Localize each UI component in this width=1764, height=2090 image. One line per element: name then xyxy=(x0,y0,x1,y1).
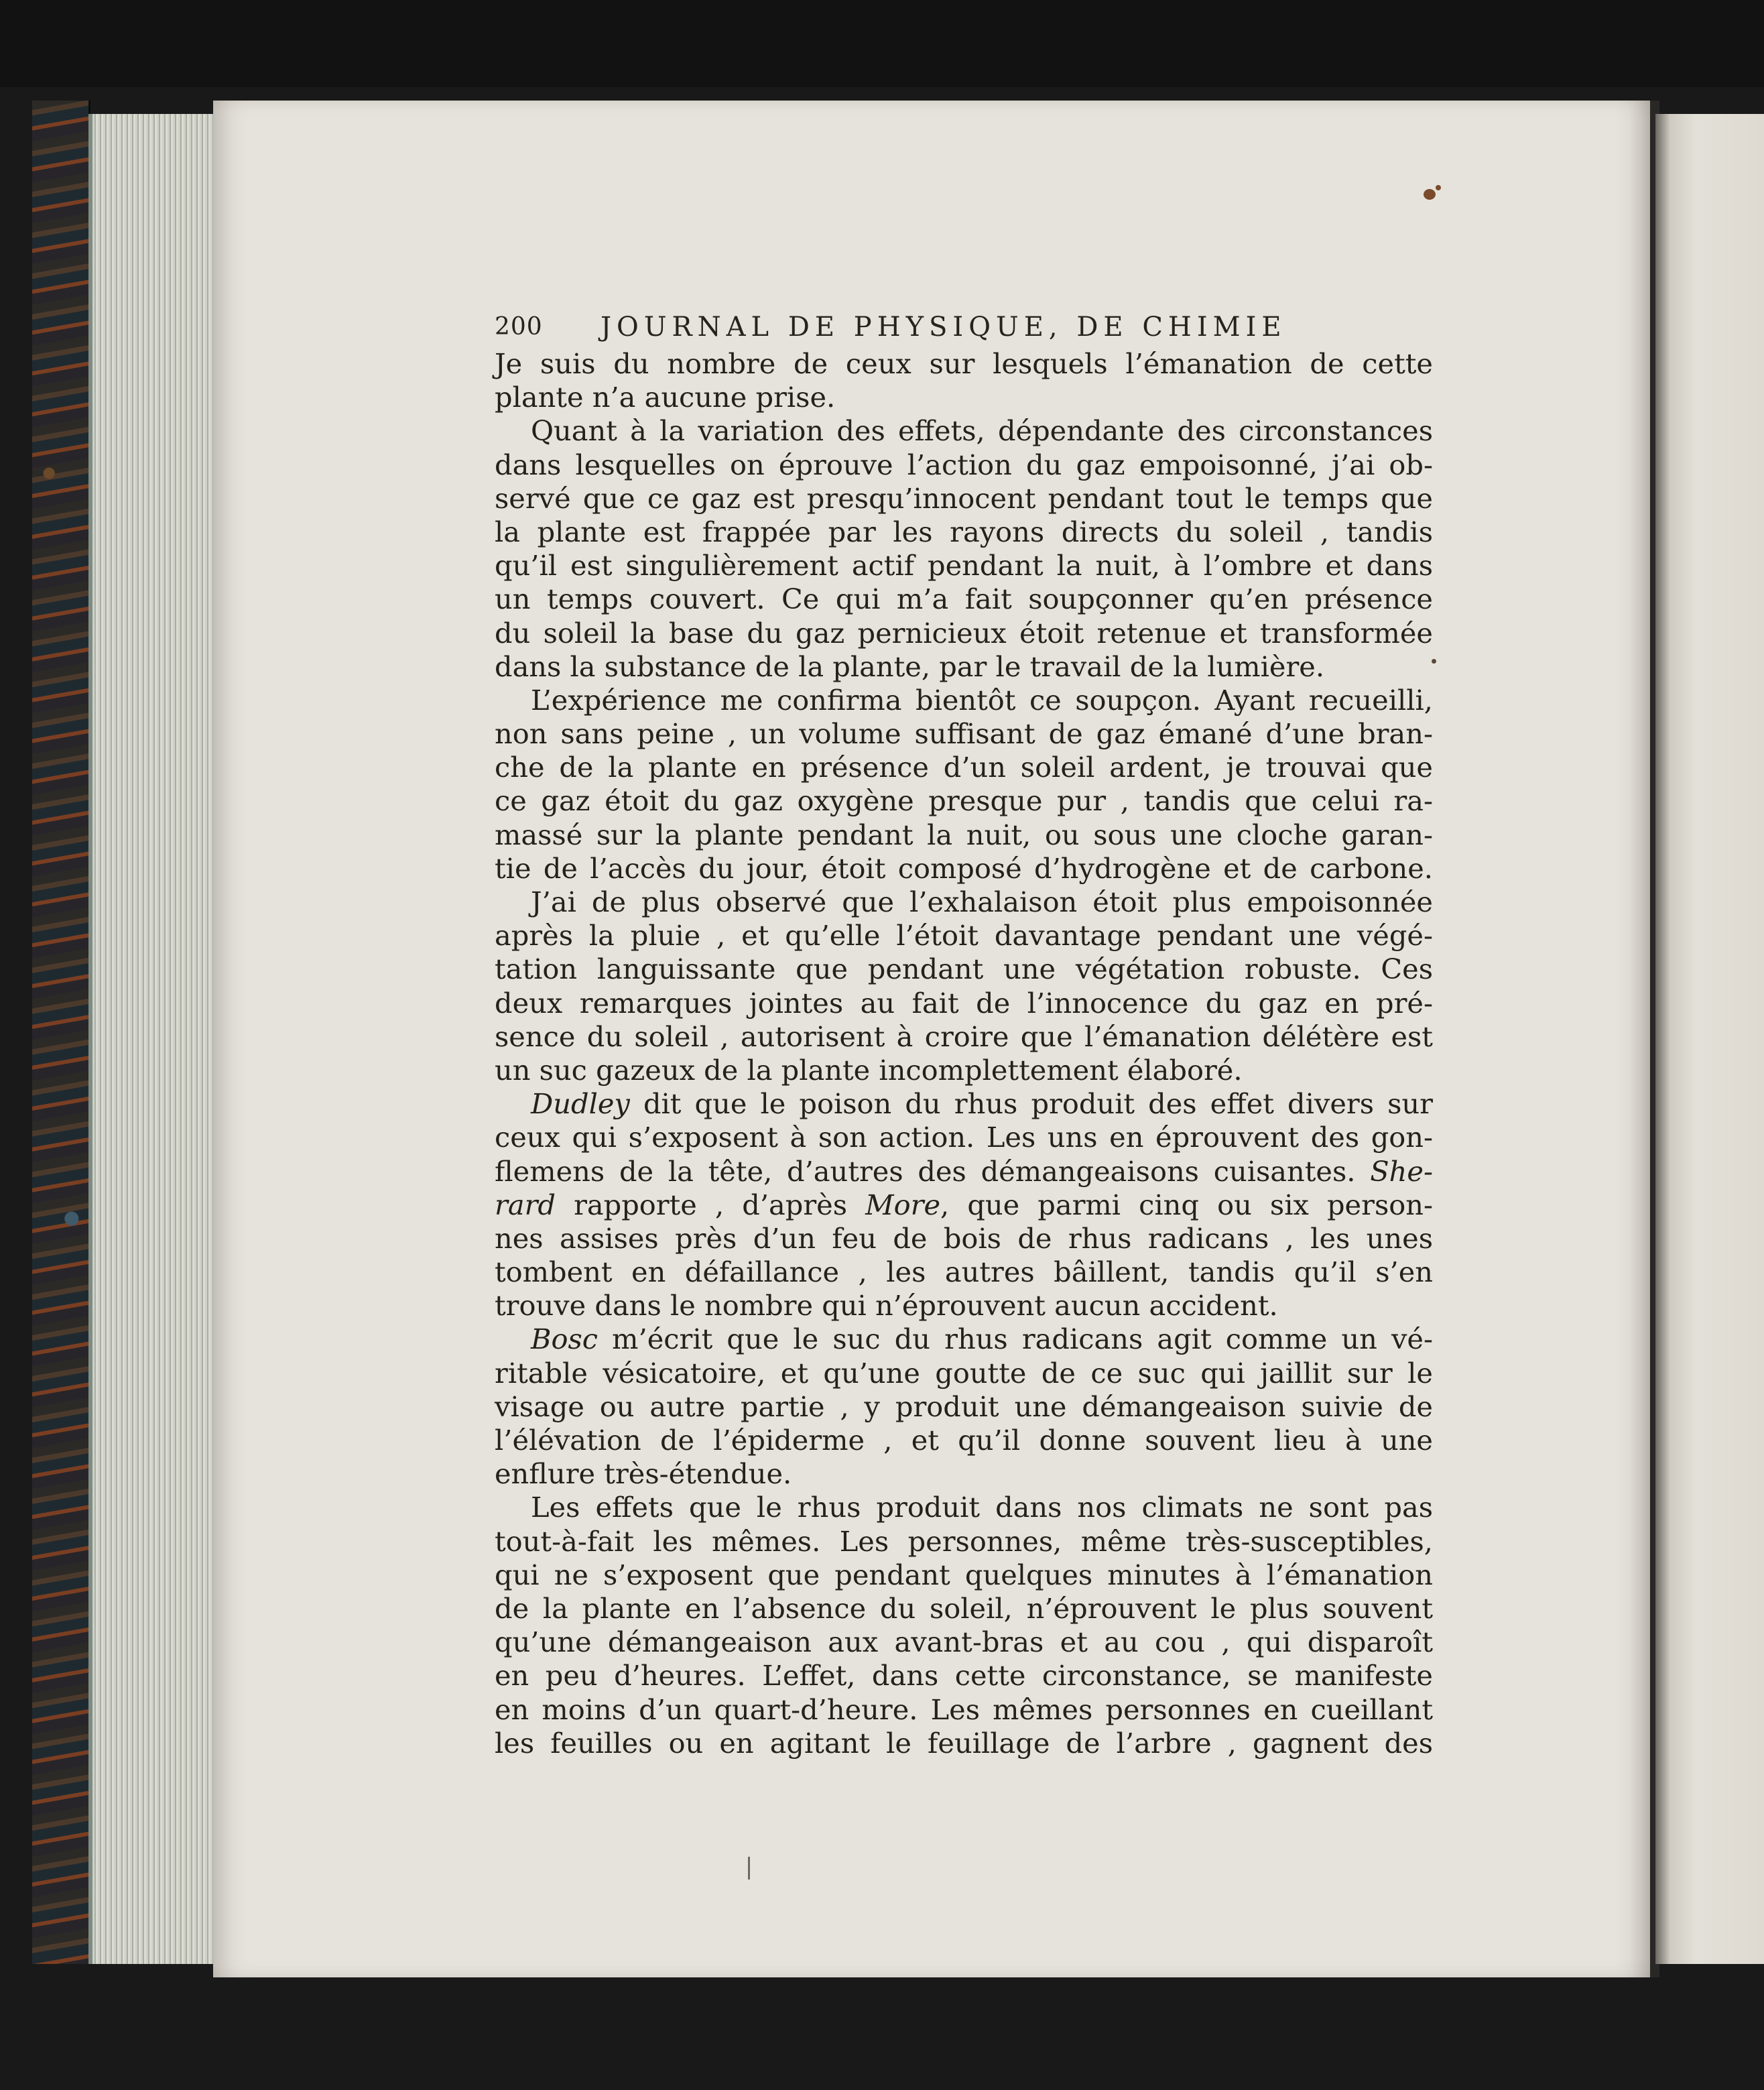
text-line: rard rapporte , d’après More, que parmi cinq ou six person- xyxy=(495,1188,1433,1221)
text-line: tombent en défaillance , les autres bâillent, tandis qu’il s’en xyxy=(495,1255,1433,1289)
ink-stain xyxy=(1424,189,1436,200)
text-line: Je suis du nombre de ceux sur lesquels l’émanation de cette xyxy=(495,347,1433,380)
italic-name: More xyxy=(865,1188,941,1221)
text-line: non sans peine , un volume suffisant de gaz émané d’une bran- xyxy=(495,717,1433,751)
body-text xyxy=(495,347,1433,1760)
text-line: qu’il est singulièrement actif pendant la nuit, à l’ombre et dans xyxy=(495,549,1433,582)
text-line: de la plante en l’absence du soleil, n’éprouvent le plus souvent xyxy=(495,1591,1433,1625)
text-line: Dudley dit que le poison du rhus produit des effet divers sur xyxy=(531,1087,1433,1121)
text-line: un suc gazeux de la plante incomplettement élaboré. xyxy=(495,1053,1243,1087)
text-line: en moins d’un quart-d’heure. Les mêmes personnes en cueillant xyxy=(495,1693,1433,1726)
italic-name: Dudley xyxy=(531,1087,630,1121)
text-line: che de la plante en présence d’un soleil ardent, je trouvai que xyxy=(495,751,1433,784)
text-line: tation languissante que pendant une végétation robuste. Ces xyxy=(495,952,1433,986)
ink-stain xyxy=(1436,185,1441,190)
facing-page xyxy=(1655,114,1764,1964)
text-line: Quant à la variation des effets, dépendante des circonstances xyxy=(531,414,1433,448)
text-line: tie de l’accès du jour, étoit composé d’hydrogène et de carbone. xyxy=(495,851,1433,885)
text-line: massé sur la plante pendant la nuit, ou sous une cloche garan- xyxy=(495,818,1433,851)
journal-title: JOURNAL DE PHYSIQUE, DE CHIMIE xyxy=(601,312,1287,343)
marbled-cover xyxy=(32,101,90,1964)
text-line: les feuilles ou en agitant le feuillage de l’arbre , gagnent des xyxy=(495,1726,1433,1760)
page-mark xyxy=(748,1857,750,1880)
text-line: du soleil la base du gaz pernicieux étoit retenue et transformée xyxy=(495,616,1433,650)
text-line: deux remarques jointes au fait de l’innocence du gaz en pré- xyxy=(495,986,1433,1020)
text-line: L’expérience me confirma bientôt ce soupçon. Ayant recueilli, xyxy=(531,683,1433,717)
text-line: sence du soleil , autorisent à croire que l’émanation délétère est xyxy=(495,1020,1433,1053)
text-line: ritable vésicatoire, et qu’une goutte de ce suc qui jaillit sur le xyxy=(495,1356,1433,1390)
text-line: un temps couvert. Ce qui m’a fait soupçonner qu’en présence xyxy=(495,582,1433,616)
text-line: ce gaz étoit du gaz oxygène presque pur , tandis que celui ra- xyxy=(495,784,1433,818)
text-line: Bosc m’écrit que le suc du rhus radicans agit comme un vé- xyxy=(531,1323,1433,1356)
text-line: l’élévation de l’épiderme , et qu’il donne souvent lieu à une xyxy=(495,1424,1433,1457)
text-line: dans lesquelles on éprouve l’action du gaz empoisonné, j’ai ob- xyxy=(495,448,1433,481)
italic-name: rard xyxy=(495,1188,556,1221)
text-line: ceux qui s’exposent à son action. Les uns en éprouvent des gon- xyxy=(495,1121,1433,1154)
page-edges xyxy=(88,114,220,1964)
text-line: nes assises près d’un feu de bois de rhus radicans , les unes xyxy=(495,1221,1433,1255)
text-line: dans la substance de la plante, par le travail de la lumière. xyxy=(495,650,1325,683)
text-line: qui ne s’exposent que pendant quelques minutes à l’émanation xyxy=(495,1558,1433,1591)
text-line: flemens de la tête, d’autres des démangeaisons cuisantes. She- xyxy=(495,1154,1433,1188)
text-line: visage ou autre partie , y produit une démangeaison suivie de xyxy=(495,1390,1433,1423)
text-line: plante n’a aucune prise. xyxy=(495,381,836,414)
text-line: en peu d’heures. L’effet, dans cette circonstance, se manifeste xyxy=(495,1659,1433,1693)
text-line: J’ai de plus observé que l’exhalaison étoit plus empoisonnée xyxy=(531,885,1433,918)
text-line: tout-à-fait les mêmes. Les personnes, même très-susceptibles, xyxy=(495,1524,1433,1558)
background xyxy=(0,0,1764,87)
page-number: 200 xyxy=(495,313,543,341)
running-header xyxy=(495,310,1320,345)
text-line: Les effets que le rhus produit dans nos climats ne sont pas xyxy=(531,1491,1433,1524)
italic-name: She- xyxy=(1370,1154,1433,1188)
text-line: la plante est frappée par les rayons directs du soleil , tandis xyxy=(495,515,1433,548)
text-line: après la pluie , et qu’elle l’étoit davantage pendant une végé- xyxy=(495,919,1433,952)
text-line: enflure très-étendue. xyxy=(495,1457,792,1491)
text-line: trouve dans le nombre qui n’éprouvent aucun accident. xyxy=(495,1289,1278,1323)
text-line: qu’une démangeaison aux avant-bras et au cou , qui disparoît xyxy=(495,1625,1433,1659)
text-line: servé que ce gaz est presqu’innocent pendant tout le temps que xyxy=(495,481,1433,515)
italic-name: Bosc xyxy=(531,1323,598,1356)
